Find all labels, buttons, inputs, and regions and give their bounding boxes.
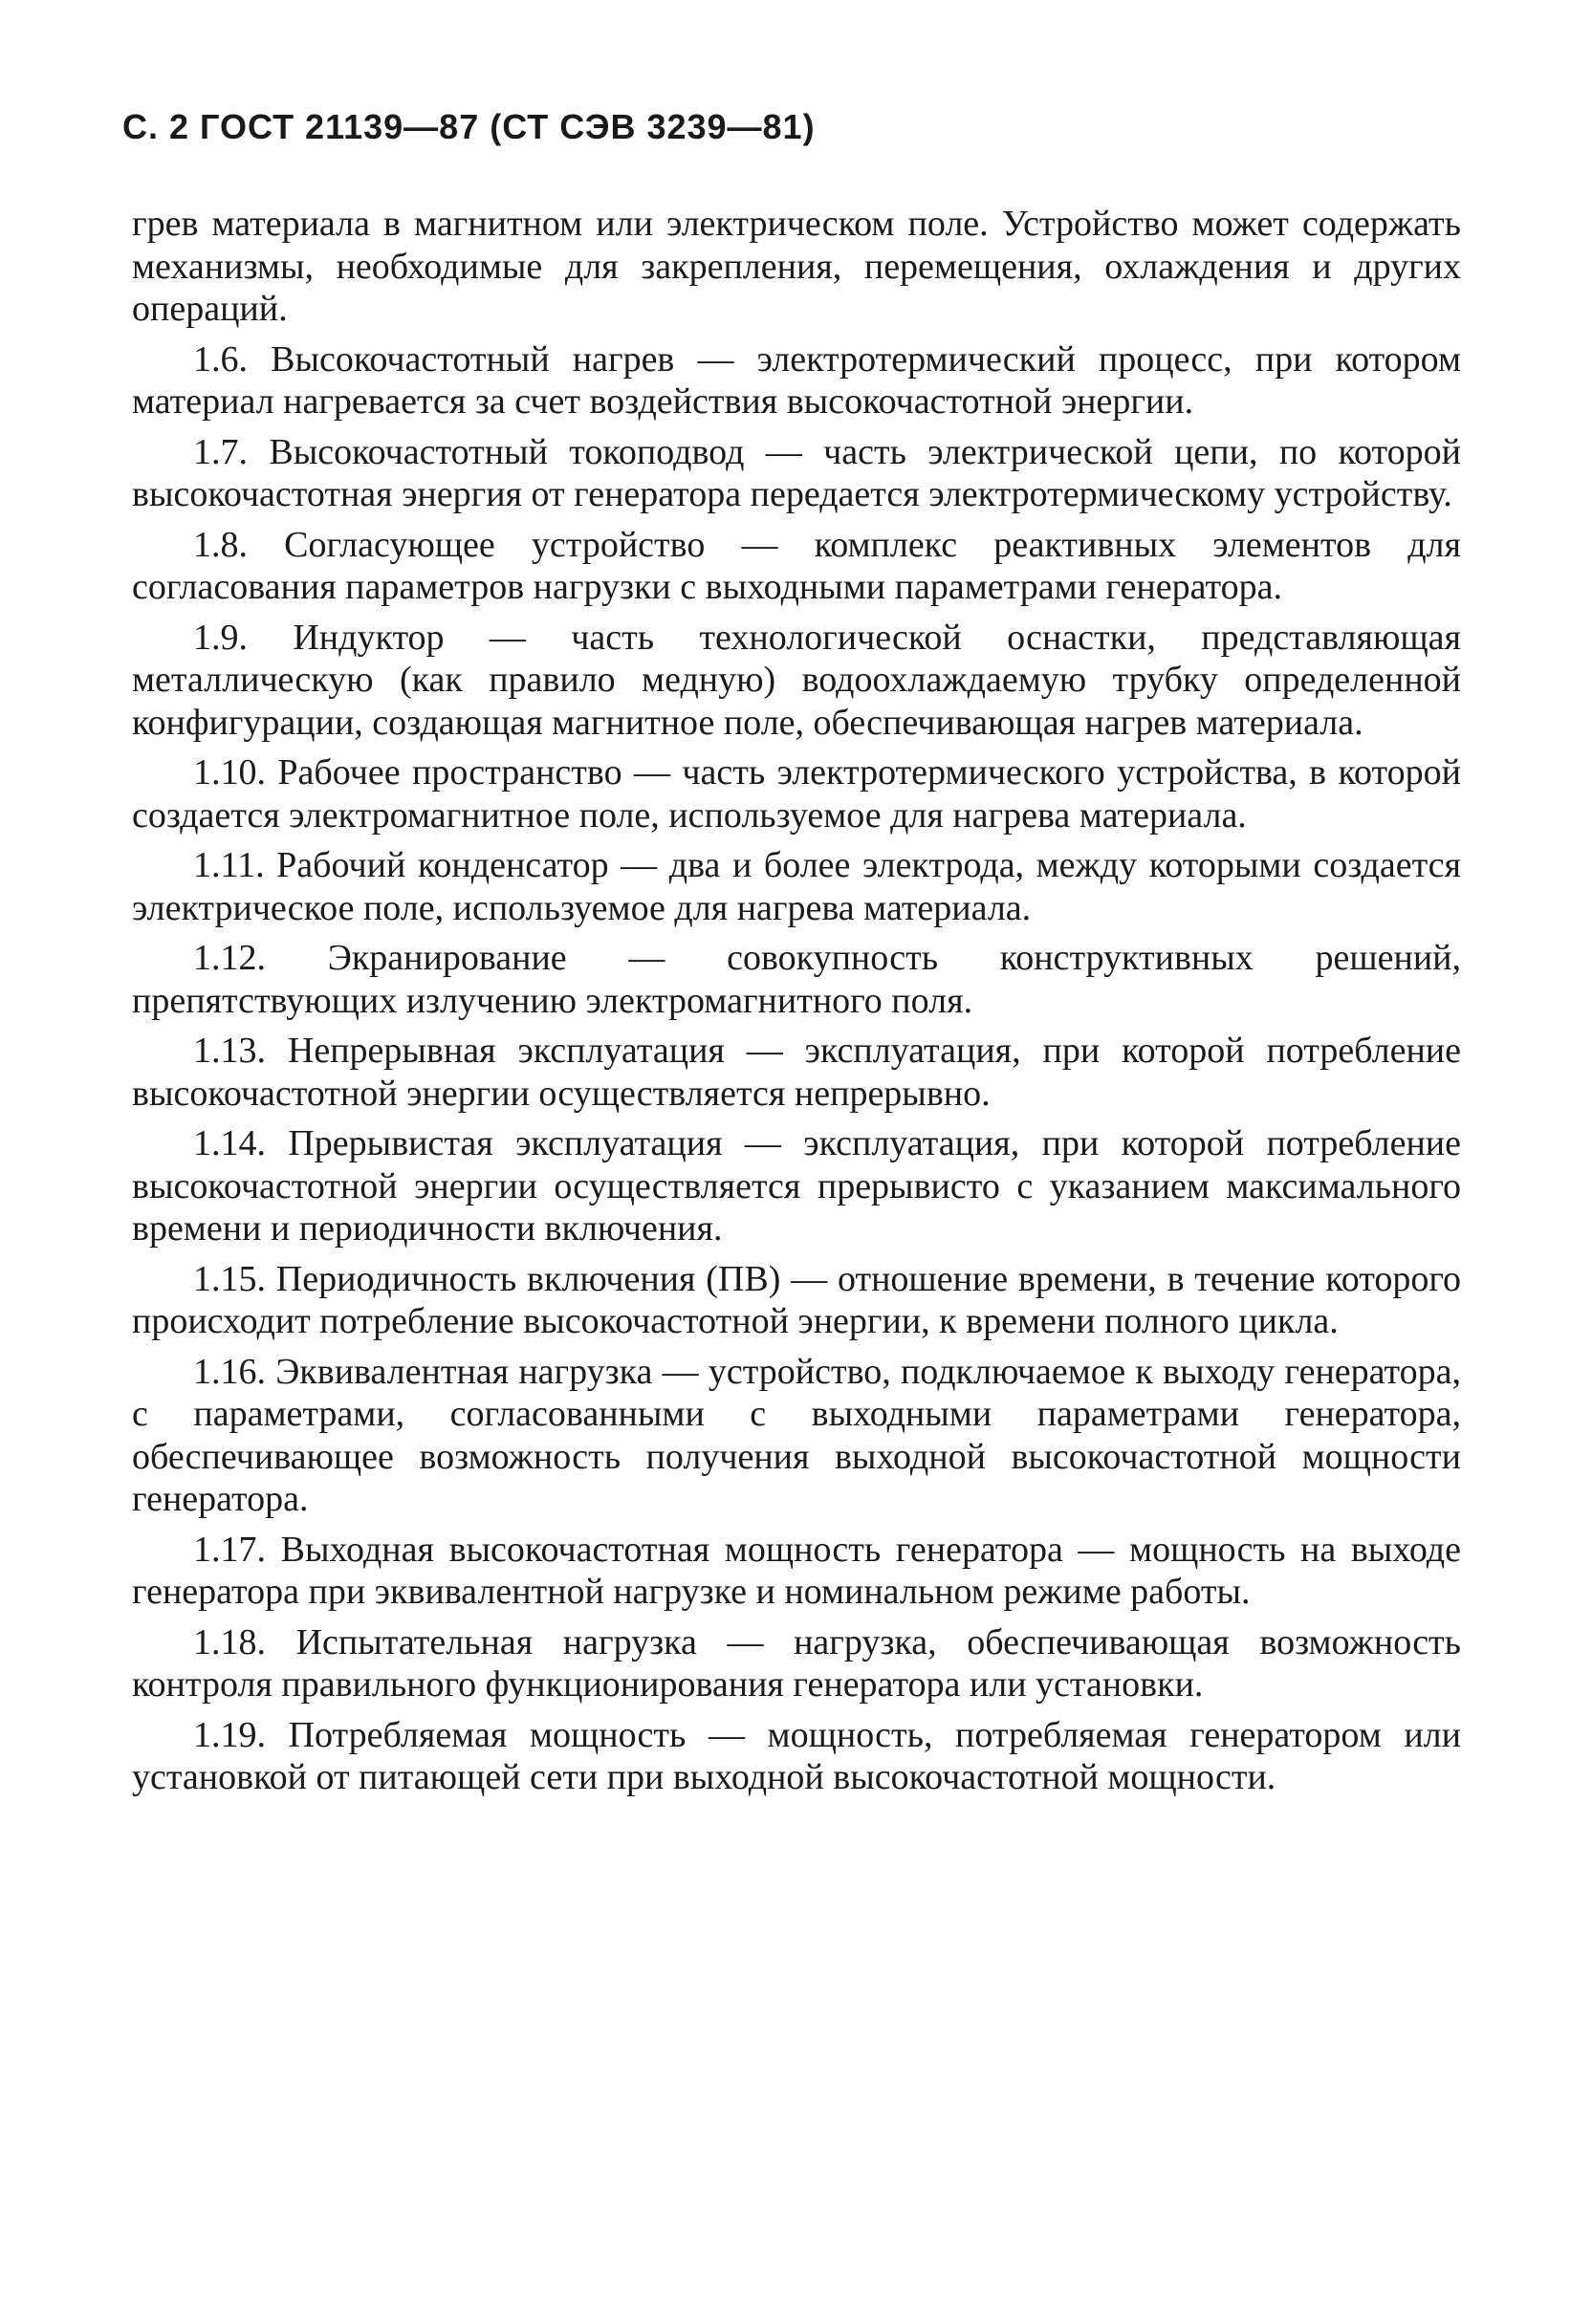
paragraph-1-8: 1.8. Согласующее устройство — комплекс реактивных элементов для согласования параметров нагрузки с выходными параметрами генератора. — [132, 524, 1461, 607]
paragraph-1-6: 1.6. Высокочастотный нагрев — электротермический процесс, при котором материал нагревается за счет воздействия высокочастотной энергии. — [132, 338, 1461, 422]
paragraph-1-14: 1.14. Прерывистая эксплуатация — эксплуатация, при которой потребление высокочастотной энергии осуществляется прерывисто с указанием максимального времени и периодичности включения. — [132, 1123, 1461, 1249]
document-body — [132, 203, 1461, 1807]
paragraph-1-9: 1.9. Индуктор — часть технологической оснастки, представляющая металлическую (как правило медную) водоохлаждаемую трубку определенной конфигурации, создающая магнитное поле, обеспечивающая нагрев материала. — [132, 617, 1461, 743]
paragraph-1-17: 1.17. Выходная высокочастотная мощность генератора — мощность на выходе генератора при эквивалентной нагрузке и номинальном режиме работы. — [132, 1529, 1461, 1612]
paragraph-1-12: 1.12. Экранирование — совокупность конструктивных решений, препятствующих излучению электромагнитного поля. — [132, 938, 1461, 1021]
paragraph-1-13: 1.13. Непрерывная эксплуатация — эксплуатация, при которой потребление высокочастотной энергии осуществляется непрерывно. — [132, 1031, 1461, 1114]
paragraph-1-15: 1.15. Периодичность включения (ПВ) — отношение времени, в течение которого происходит потребление высокочастотной энергии, к времени полного цикла. — [132, 1258, 1461, 1341]
paragraph-1-11: 1.11. Рабочий конденсатор — два и более электрода, между которыми создается электрическое поле, используемое для нагрева материала. — [132, 845, 1461, 928]
paragraph-1-10: 1.10. Рабочее пространство — часть электротермического устройства, в которой создается электромагнитное поле, используемое для нагрева материала. — [132, 752, 1461, 836]
paragraph-1-18: 1.18. Испытательная нагрузка — нагрузка, обеспечивающая возможность контроля правильного функционирования генератора или установки. — [132, 1621, 1461, 1705]
paragraph-1-7: 1.7. Высокочастотный токоподвод — часть электрической цепи, по которой высокочастотная энергия от генератора передается электротермическому устройству. — [132, 431, 1461, 514]
running-header: С. 2 ГОСТ 21139—87 (СТ СЭВ 3239—81) — [122, 107, 816, 146]
paragraph-1-16: 1.16. Эквивалентная нагрузка — устройство, подключаемое к выходу генератора, с параметрами, согласованными с выходными параметрами генератора, обеспечивающее возможность получения выходной высокочастотной мощности генератора. — [132, 1351, 1461, 1519]
paragraph-1-19: 1.19. Потребляемая мощность — мощность, потребляемая генератором или установкой от питающей сети при выходной высокочастотной мощности. — [132, 1714, 1461, 1797]
paragraph-continued: грев материала в магнитном или электрическом поле. Устройство может содержать механизмы, необходимые для закрепления, перемещения, охлаждения и других операций. — [132, 204, 1461, 329]
